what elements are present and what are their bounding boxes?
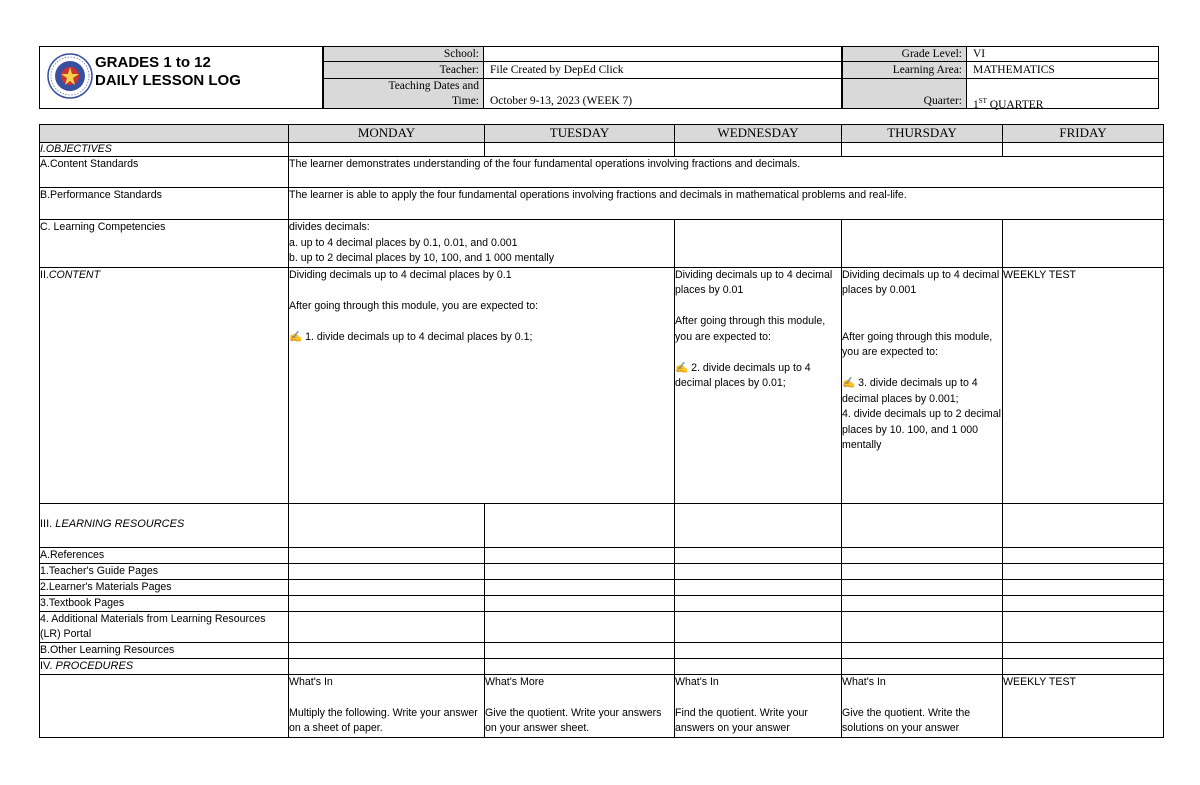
- content-label: [40, 267, 289, 503]
- lr-portal-row: [40, 611, 1164, 642]
- quarter-value: [967, 94, 1158, 112]
- references-wed: [675, 547, 842, 563]
- procedure-friday: WEEKLY TEST: [1003, 674, 1164, 737]
- content-standards-row: [40, 157, 1164, 188]
- area-value-cell: [966, 61, 1159, 79]
- pr-fri: [1003, 658, 1164, 674]
- references-thu: [842, 547, 1003, 563]
- procedures-label: [40, 658, 289, 674]
- lm-thu: [842, 579, 1003, 595]
- day-friday: FRIDAY: [1003, 125, 1164, 143]
- grade-value-cell: [966, 46, 1159, 62]
- procedure-thursday: What's In Give the quotient. Write the solutions on your answer: [842, 674, 1003, 737]
- content-wednesday: Dividing decimals up to 4 decimal places by 0.01 After going through this module, you are expected to: ✍ 2. divide decimals up to 4 decimal places by 0.01;: [675, 267, 842, 503]
- lesson-log-table: [39, 124, 1164, 738]
- competencies-thu: [842, 220, 1003, 268]
- or-mon: [289, 642, 485, 658]
- content-heading: CONTENT: [48, 268, 101, 281]
- lm-wed: [675, 579, 842, 595]
- resources-label: [40, 503, 289, 547]
- lr-fri: [1003, 611, 1164, 642]
- day-thursday: THURSDAY: [842, 125, 1003, 143]
- teacher-label-cell: [323, 61, 484, 79]
- tb-wed: [675, 595, 842, 611]
- teacher-label: Teacher:: [439, 64, 479, 76]
- procedures-detail-row: [40, 674, 1164, 737]
- resources-roman: III.: [40, 518, 56, 531]
- dates-label-cell: [323, 78, 484, 109]
- tg-fri: [1003, 563, 1164, 579]
- tb-mon: [289, 595, 485, 611]
- lr-mon: [289, 611, 485, 642]
- title-line-2: DAILY LESSON LOG: [95, 72, 241, 89]
- content-row: [40, 267, 1164, 503]
- competencies-fri: [1003, 220, 1164, 268]
- references-mon: [289, 547, 485, 563]
- tb-tue: [485, 595, 675, 611]
- quarter-label: Quarter:: [923, 95, 962, 107]
- competencies-row: [40, 220, 1164, 268]
- lm-mon: [289, 579, 485, 595]
- tb-thu: [842, 595, 1003, 611]
- deped-seal-icon: [47, 53, 93, 99]
- objectives-thu: [842, 143, 1003, 157]
- resources-wed: [675, 503, 842, 547]
- other-resources-label: B.Other Learning Resources: [40, 642, 289, 658]
- or-fri: [1003, 642, 1164, 658]
- tg-pages-row: [40, 563, 1164, 579]
- tg-thu: [842, 563, 1003, 579]
- area-label: Learning Area:: [892, 64, 962, 76]
- performance-standards-label: B.Performance Standards: [40, 188, 289, 220]
- content-monday: Dividing decimals up to 4 decimal places by 0.1 After going through this module, you are expected to: ✍ 1. divide decimals up to 4 decimal places by 0.1;: [289, 267, 675, 503]
- content-standards-text: The learner demonstrates understanding of the four fundamental operations involving fractions and decimals.: [289, 157, 1164, 188]
- resources-thu: [842, 503, 1003, 547]
- content-standards-label: A.Content Standards: [40, 157, 289, 188]
- pr-mon: [289, 658, 485, 674]
- resources-mon: [289, 503, 485, 547]
- or-thu: [842, 642, 1003, 658]
- lr-wed: [675, 611, 842, 642]
- or-tue: [485, 642, 675, 658]
- performance-standards-text: The learner is able to apply the four fundamental operations involving fractions and decimals in mathematical problems and real-life.: [289, 188, 1164, 220]
- procedures-row: [40, 658, 1164, 674]
- resources-row: [40, 503, 1164, 547]
- content-thursday: Dividing decimals up to 4 decimal places by 0.001 After going through this module, you are expected to: ✍ 3. divide decimals up to 4 decimal places by 0.001; 4. divide decimals up to 2 decimal places by 10. 100, and 1 000 mentally: [842, 267, 1003, 503]
- content-friday: WEEKLY TEST: [1003, 267, 1164, 503]
- corner-cell: [40, 125, 289, 143]
- procedure-wednesday: What's In Find the quotient. Write your answers on your answer: [675, 674, 842, 737]
- resources-tue: [485, 503, 675, 547]
- objectives-fri: [1003, 143, 1164, 157]
- lm-pages-row: [40, 579, 1164, 595]
- grade-label-cell: [842, 46, 967, 62]
- pr-tue: [485, 658, 675, 674]
- days-header-row: [40, 125, 1164, 143]
- lr-tue: [485, 611, 675, 642]
- procedures-roman: IV.: [40, 659, 56, 672]
- content-roman: II.: [40, 268, 49, 281]
- other-resources-row: [40, 642, 1164, 658]
- grade-value: VI: [973, 48, 986, 60]
- performance-standards-row: [40, 188, 1164, 220]
- tg-pages-label: 1.Teacher's Guide Pages: [40, 563, 289, 579]
- header-title-box: [39, 46, 323, 109]
- quarter-suffix: ST: [978, 97, 987, 105]
- objectives-row: [40, 143, 1164, 157]
- title-line-1: GRADES 1 to 12: [95, 54, 211, 71]
- or-wed: [675, 642, 842, 658]
- pr-wed: [675, 658, 842, 674]
- area-label-cell: [842, 61, 967, 79]
- tb-fri: [1003, 595, 1164, 611]
- procedure-monday: What's In Multiply the following. Write your answer on a sheet of paper.: [289, 674, 485, 737]
- procedures-detail-label: [40, 674, 289, 737]
- dates-label-1: Teaching Dates and: [388, 80, 479, 92]
- lm-tue: [485, 579, 675, 595]
- textbook-pages-row: [40, 595, 1164, 611]
- lr-portal-label: 4. Additional Materials from Learning Resources (LR) Portal: [40, 611, 289, 642]
- lm-pages-label: 2.Learner's Materials Pages: [40, 579, 289, 595]
- tg-tue: [485, 563, 675, 579]
- school-label: School:: [443, 48, 479, 60]
- objectives-tue: [485, 143, 675, 157]
- quarter-value-cell: [966, 78, 1159, 109]
- lm-fri: [1003, 579, 1164, 595]
- grade-label: Grade Level:: [901, 48, 962, 60]
- pr-thu: [842, 658, 1003, 674]
- resources-heading: LEARNING RESOURCES: [55, 518, 185, 531]
- school-value-cell: [483, 46, 842, 62]
- objectives-wed: [675, 143, 842, 157]
- textbook-pages-label: 3.Textbook Pages: [40, 595, 289, 611]
- lr-thu: [842, 611, 1003, 642]
- competencies-text: divides decimals: a. up to 4 decimal places by 0.1, 0.01, and 0.001 b. up to 2 decimal places by 10, 100, and 1 000 mentally: [289, 220, 675, 268]
- references-fri: [1003, 547, 1164, 563]
- day-monday: MONDAY: [289, 125, 485, 143]
- area-value: MATHEMATICS: [973, 64, 1055, 76]
- quarter-label-cell: [842, 78, 967, 109]
- quarter-text: QUARTER: [986, 98, 1044, 111]
- quarter-number: 1: [973, 98, 979, 111]
- dates-label-2: Time:: [451, 95, 479, 107]
- references-tue: [485, 547, 675, 563]
- procedures-heading: PROCEDURES: [55, 659, 134, 672]
- dates-value-cell: [483, 78, 842, 109]
- competencies-wed: [675, 220, 842, 268]
- references-label: A.References: [40, 547, 289, 563]
- day-wednesday: WEDNESDAY: [675, 125, 842, 143]
- resources-fri: [1003, 503, 1164, 547]
- tg-wed: [675, 563, 842, 579]
- tg-mon: [289, 563, 485, 579]
- teacher-value: File Created by DepEd Click: [490, 64, 624, 76]
- school-label-cell: [323, 46, 484, 62]
- competencies-label: C. Learning Competencies: [40, 220, 289, 268]
- procedure-tuesday: What's More Give the quotient. Write your answers on your answer sheet.: [485, 674, 675, 737]
- dates-value: October 9-13, 2023 (WEEK 7): [490, 95, 633, 107]
- teacher-value-cell: [483, 61, 842, 79]
- references-row: [40, 547, 1164, 563]
- objectives-label: I.OBJECTIVES: [40, 143, 289, 157]
- day-tuesday: TUESDAY: [485, 125, 675, 143]
- objectives-mon: [289, 143, 485, 157]
